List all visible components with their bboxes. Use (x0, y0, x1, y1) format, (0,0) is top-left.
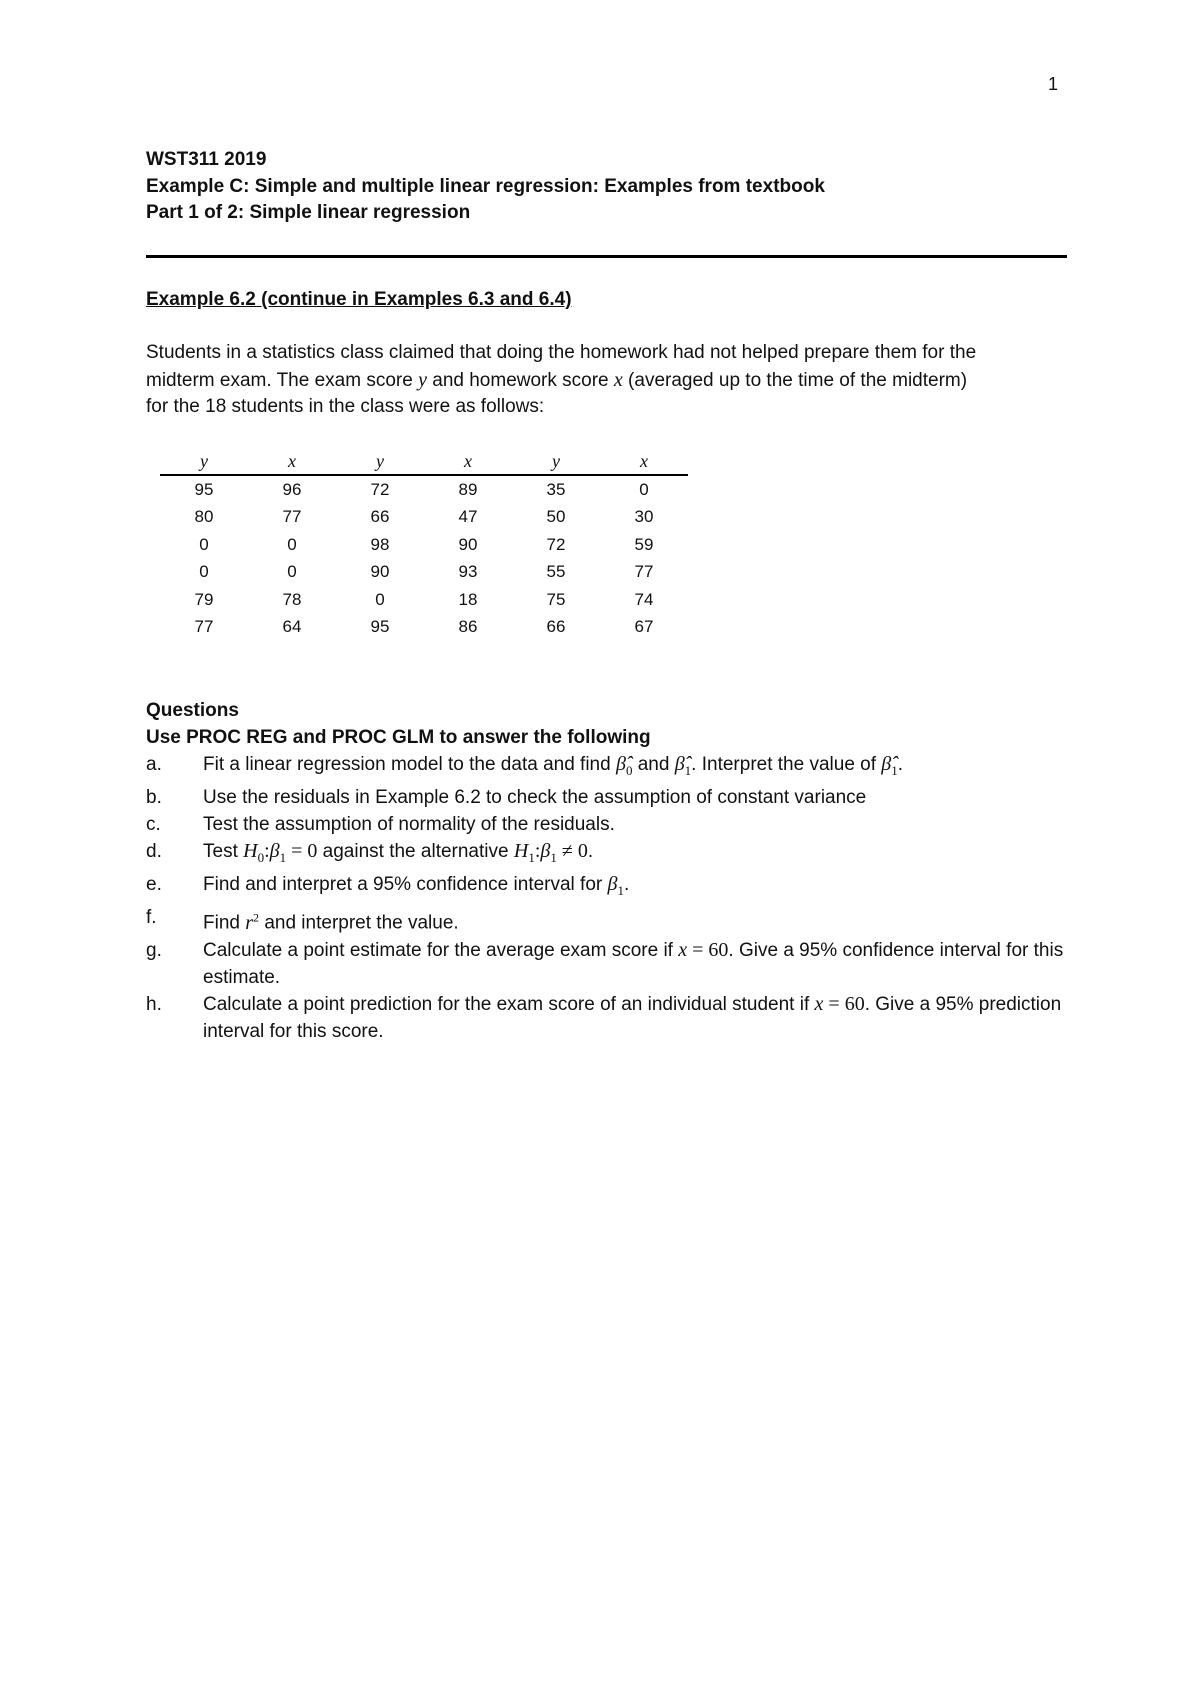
col-header: y (512, 448, 600, 475)
col-header: x (424, 448, 512, 475)
table-cell: 0 (375, 589, 385, 609)
x-equals-60: x = 60 (678, 938, 729, 961)
beta-hat-1: $\betâ_1$ (881, 753, 898, 778)
table-cell: 72 (370, 479, 390, 499)
question-text: Find and interpret a 95% confidence interval for $\beta_1$. (203, 873, 630, 898)
table-header-row (160, 448, 688, 475)
question-letter: f. (146, 907, 157, 928)
horizontal-rule (146, 255, 1067, 258)
questions-title: Questions (146, 700, 239, 721)
table-cell: 90 (458, 534, 478, 554)
question-letter: a. (146, 754, 162, 775)
question-h (146, 991, 1076, 1045)
table-cell: 86 (458, 617, 478, 637)
intro-paragraph (146, 340, 1067, 421)
table-row (160, 504, 688, 532)
table-cell: 55 (546, 562, 566, 582)
questions-section (146, 697, 1076, 1045)
table-cell: 77 (282, 507, 302, 527)
table-cell: 67 (634, 617, 654, 637)
col-header: x (248, 448, 336, 475)
intro-line-2: midterm exam. The exam score y and homework score x (averaged up to the time of the midterm) (146, 368, 968, 391)
null-hypothesis: $H_0:\beta_1 = 0$ (243, 840, 318, 865)
table-cell: 64 (282, 617, 302, 637)
table-cell: 30 (634, 507, 654, 527)
table-cell: 77 (194, 617, 214, 637)
question-b (146, 784, 1076, 811)
question-f (146, 904, 1076, 937)
document-title: Example C: Simple and multiple linear regression: Examples from textbook (146, 175, 825, 197)
table-cell: 95 (370, 617, 390, 637)
beta-hat-0: $\betâ_0$ (615, 753, 633, 778)
questions-subtitle: Use PROC REG and PROC GLM to answer the following (146, 727, 651, 748)
beta-1: $\beta_1$ (607, 873, 624, 898)
question-letter: g. (146, 939, 162, 961)
question-text: Use the residuals in Example 6.2 to check the assumption of constant variance (203, 787, 867, 808)
table-row (160, 531, 688, 559)
question-c (146, 811, 1076, 838)
table-row (160, 614, 688, 642)
table-cell: 0 (287, 562, 297, 582)
document-header (146, 147, 825, 227)
intro-line-1: Students in a statistics class claimed that doing the homework had not helped prepare them for the (146, 342, 977, 363)
part-title: Part 1 of 2: Simple linear regression (146, 202, 471, 223)
question-text: Calculate a point estimate for the average exam score if x = 60. Give a 95% confidence interval for this estimate. (203, 938, 1064, 988)
question-letter: c. (146, 814, 161, 835)
question-text: Test $H_0:\beta_1 = 0$ against the alternative $H_1:\beta_1 \ne 0$. (203, 840, 594, 865)
question-letter: d. (146, 841, 162, 862)
var-y: y (418, 368, 427, 391)
table-cell: 18 (458, 589, 478, 609)
question-text: Fit a linear regression model to the data and find $\betâ_0$ and $\betâ_1$. Interpret the value of $\betâ_1$. (203, 753, 904, 778)
table-row (160, 475, 688, 504)
table-cell: 35 (546, 479, 566, 499)
x-equals-60: x = 60 (814, 992, 865, 1015)
table-cell: 0 (287, 534, 297, 554)
table-cell: 98 (370, 534, 390, 554)
question-text: Calculate a point prediction for the exam score of an individual student if x = 60. Give a 95% prediction interval for this score. (203, 992, 1062, 1042)
example-heading: Example 6.2 (continue in Examples 6.3 and 6.4) (146, 289, 572, 310)
question-letter: h. (146, 993, 162, 1015)
question-e (146, 871, 1076, 904)
alternative-hypothesis: $H_1:\beta_1 \ne 0$ (513, 840, 588, 865)
table-cell: 50 (546, 507, 566, 527)
table-cell: 66 (546, 617, 566, 637)
intro-line-3: for the 18 students in the class were as follows: (146, 396, 545, 417)
col-header: x (600, 448, 688, 475)
col-header: y (336, 448, 424, 475)
table-cell: 80 (194, 507, 214, 527)
question-letter: b. (146, 787, 162, 808)
col-header: y (160, 448, 248, 475)
table-cell: 47 (458, 507, 478, 527)
table-row (160, 586, 688, 614)
table-cell: 93 (458, 562, 478, 582)
table-cell: 75 (546, 589, 566, 609)
table-cell: 77 (634, 562, 654, 582)
table-cell: 0 (639, 479, 649, 499)
table-cell: 79 (194, 589, 214, 609)
table-cell: 78 (282, 589, 302, 609)
question-a (146, 751, 1076, 784)
scores-table (160, 448, 688, 641)
question-text: Find $r^2$ and interpret the value. (203, 910, 459, 934)
table-cell: 95 (194, 479, 214, 499)
table-cell: 89 (458, 479, 478, 499)
table-cell: 59 (634, 534, 654, 554)
question-text: Test the assumption of normality of the residuals. (203, 814, 615, 835)
table-cell: 74 (634, 589, 654, 609)
table-cell: 96 (282, 479, 302, 499)
page-number: 1 (1048, 74, 1059, 94)
var-x: x (613, 368, 623, 391)
question-letter: e. (146, 874, 162, 895)
table-row (160, 559, 688, 587)
beta-hat-1: $\betâ_1$ (674, 753, 692, 778)
table-cell: 90 (370, 562, 390, 582)
table-cell: 72 (546, 534, 566, 554)
r-squared: $r^2$ (245, 910, 260, 934)
table-cell: 66 (370, 507, 390, 527)
question-g (146, 937, 1076, 991)
course-code: WST311 2019 (146, 149, 267, 170)
table-cell: 0 (199, 534, 209, 554)
table-cell: 0 (199, 562, 209, 582)
question-d (146, 838, 1076, 871)
